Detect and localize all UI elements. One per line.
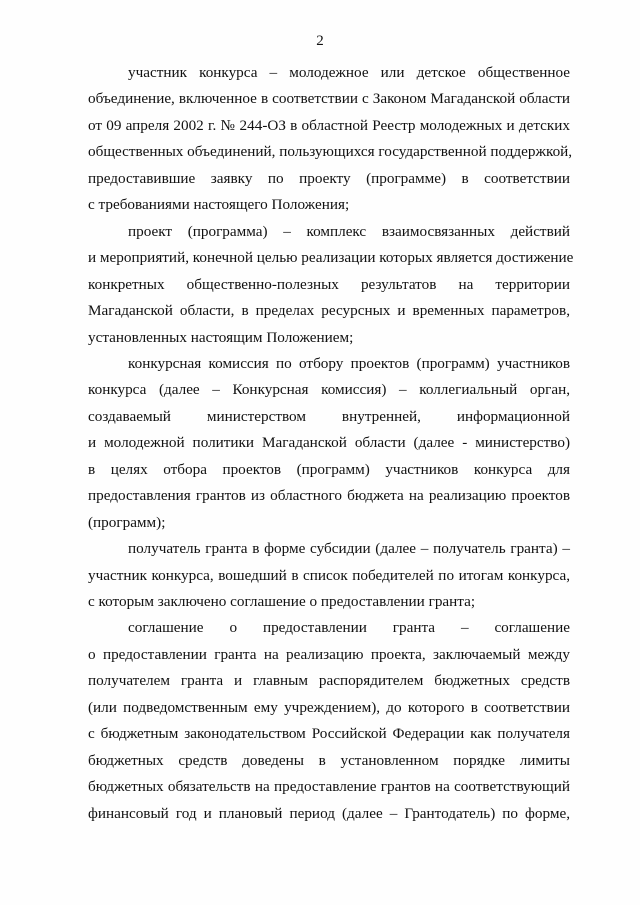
text-line: участник конкурса – молодежное или детское общественное [128, 64, 570, 81]
text-line: соглашение о предоставлении гранта – соглашение [128, 619, 570, 637]
text-line: установленных настоящим Положением; [88, 328, 354, 346]
text-line: финансовый год и плановый период (далее – Грантодатель) по форме, [88, 804, 570, 822]
text-line: общественных объединений, пользующихся государственной поддержкой, [88, 143, 573, 161]
text-line: в целях отбора проектов (программ) участников конкурса для [88, 460, 570, 478]
text-line: объединение, включенное в соответствии с Законом Магаданской области [88, 90, 570, 108]
text-line: и мероприятий, конечной целью реализации которых является достижение [88, 249, 574, 267]
text-line: участник конкурса, вошедший в список победителей по итогам конкурса, [88, 566, 570, 584]
text-line: с которым заключено соглашение о предоставлении гранта; [88, 593, 476, 610]
text-line: конкретных общественно-полезных результатов на территории [88, 275, 570, 293]
text-line: с требованиями настоящего Положения; [88, 196, 350, 214]
text-line: создаваемый министерством внутренней, информационной [88, 407, 570, 425]
text-line: бюджетных обязательств на предоставление грантов на соответствующий [88, 778, 570, 796]
text-line: о предоставлении гранта на реализацию проекта, заключаемый между [88, 645, 570, 663]
text-line: Магаданской области, в пределах ресурсных и временных параметров, [88, 302, 570, 320]
text-line: конкурса (далее – Конкурсная комиссия) – коллегиальный орган, [88, 381, 570, 399]
text-line: получателем гранта и главным распорядителем бюджетных средств [88, 672, 570, 690]
text-line: получатель гранта в форме субсидии (далее – получатель гранта) – [128, 540, 570, 558]
text-line: (или подведомственным ему учреждением), до которого в соответствии [88, 698, 570, 716]
text-line: (программ); [88, 513, 166, 531]
text-line: от 09 апреля 2002 г. № 244-ОЗ в областной Реестр молодежных и детских [88, 116, 570, 134]
text-line: предоставившие заявку по проекту (программе) в соответствии [88, 169, 570, 187]
text-line: предоставления грантов из областного бюджета на реализацию проектов [88, 487, 570, 505]
page-number: 2 [316, 33, 324, 49]
text-line: бюджетных средств доведены в установленном порядке лимиты [88, 751, 570, 769]
text-line: с бюджетным законодательством Российской Федерации как получателя [88, 725, 570, 743]
text-line: проект (программа) – комплекс взаимосвязанных действий [128, 222, 570, 240]
text-line: и молодежной политики Магаданской области (далее - министерство) [88, 434, 570, 452]
text-line: конкурсная комиссия по отбору проектов (программ) участников [128, 354, 570, 372]
